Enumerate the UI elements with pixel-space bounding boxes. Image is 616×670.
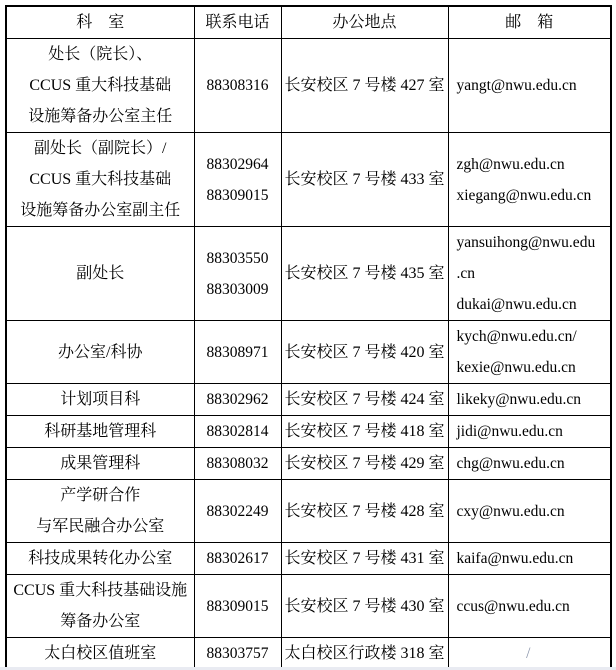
phone-cell-line: 88308032 bbox=[206, 455, 269, 472]
department-cell-line: 计划项目科 bbox=[60, 391, 141, 408]
phone-cell bbox=[194, 543, 281, 575]
department-cell-line: CCUS 重大科技基础 bbox=[29, 171, 172, 188]
phone-cell bbox=[194, 416, 281, 448]
phone-cell-line: 88302962 bbox=[206, 391, 269, 408]
department-cell bbox=[6, 321, 194, 384]
email-cell-line: dukai@nwu.edu.cn bbox=[456, 296, 577, 313]
office-cell-line: 长安校区 7 号楼 427 室 bbox=[284, 77, 445, 94]
contacts-table bbox=[5, 5, 612, 670]
table-row bbox=[6, 384, 611, 416]
office-cell bbox=[281, 448, 448, 480]
phone-cell-line: 88308971 bbox=[206, 343, 269, 361]
office-cell bbox=[281, 133, 448, 227]
department-cell-line: 科技成果转化办公室 bbox=[28, 550, 173, 567]
department-cell-line: 设施筹备办公室副主任 bbox=[20, 202, 181, 219]
email-cell bbox=[448, 384, 611, 416]
email-cell-line: kexie@nwu.edu.cn bbox=[456, 359, 576, 376]
phone-cell-line: 88302814 bbox=[206, 423, 269, 440]
department-cell-line: 与军民融合办公室 bbox=[36, 518, 165, 535]
phone-cell-line: 88309015 bbox=[206, 186, 269, 204]
header-row bbox=[6, 6, 611, 39]
email-cell-line: jidi@nwu.edu.cn bbox=[456, 423, 563, 440]
department-cell bbox=[6, 39, 194, 133]
office-cell bbox=[281, 543, 448, 575]
email-cell-line: zgh@nwu.edu.cn bbox=[456, 155, 565, 173]
department-cell-line: 筹备办公室 bbox=[60, 613, 141, 630]
department-cell bbox=[6, 638, 194, 670]
col-header-department bbox=[6, 6, 194, 39]
email-cell-line: chg@nwu.edu.cn bbox=[456, 455, 565, 472]
office-cell bbox=[281, 384, 448, 416]
email-cell-line: kaifa@nwu.edu.cn bbox=[456, 550, 574, 567]
department-cell bbox=[6, 133, 194, 227]
department-cell-line: 成果管理科 bbox=[60, 455, 141, 472]
email-cell bbox=[448, 321, 611, 384]
email-cell bbox=[448, 39, 611, 133]
email-cell bbox=[448, 480, 611, 543]
table-row bbox=[6, 575, 611, 638]
department-cell bbox=[6, 416, 194, 448]
department-cell-line: CCUS 重大科技基础设施 bbox=[13, 582, 188, 599]
department-cell-line: 副处长（副院长）/ bbox=[34, 140, 167, 157]
col-header-email-label: 邮 箱 bbox=[505, 14, 554, 31]
department-cell bbox=[6, 543, 194, 575]
office-cell-line: 长安校区 7 号楼 433 室 bbox=[284, 171, 445, 188]
col-header-office bbox=[281, 6, 448, 39]
office-cell bbox=[281, 321, 448, 384]
phone-cell-line: 88308316 bbox=[206, 77, 269, 94]
office-cell-line: 长安校区 7 号楼 430 室 bbox=[284, 597, 445, 615]
office-cell bbox=[281, 39, 448, 133]
department-cell-line: 办公室/科协 bbox=[58, 343, 143, 361]
office-cell-line: 长安校区 7 号楼 435 室 bbox=[284, 265, 445, 282]
email-cell-line: cxy@nwu.edu.cn bbox=[456, 502, 565, 520]
department-cell-line: 太白校区值班室 bbox=[44, 645, 157, 662]
phone-cell-line: 88302964 bbox=[206, 155, 269, 173]
table-row bbox=[6, 638, 611, 670]
email-cell-line: yansuihong@nwu.edu bbox=[456, 234, 596, 251]
email-cell bbox=[448, 416, 611, 448]
email-cell-line: xiegang@nwu.edu.cn bbox=[456, 186, 592, 204]
office-cell bbox=[281, 227, 448, 321]
department-cell bbox=[6, 575, 194, 638]
email-cell-line: likeky@nwu.edu.cn bbox=[456, 391, 581, 408]
email-cell-line: ccus@nwu.edu.cn bbox=[456, 597, 570, 615]
col-header-phone-label: 联系电话 bbox=[205, 14, 270, 31]
phone-cell bbox=[194, 321, 281, 384]
office-cell-line: 长安校区 7 号楼 420 室 bbox=[284, 343, 445, 361]
office-cell-line: 长安校区 7 号楼 428 室 bbox=[284, 502, 445, 520]
table-header bbox=[6, 6, 611, 39]
phone-cell-line: 88302617 bbox=[206, 550, 269, 567]
phone-cell-line: 88303757 bbox=[206, 645, 269, 662]
phone-cell bbox=[194, 448, 281, 480]
email-cell bbox=[448, 575, 611, 638]
phone-cell-line: 88303009 bbox=[206, 280, 269, 298]
phone-cell-line: 88302249 bbox=[206, 502, 269, 520]
table-row bbox=[6, 133, 611, 227]
phone-cell bbox=[194, 480, 281, 543]
office-cell-line: 长安校区 7 号楼 418 室 bbox=[284, 423, 445, 440]
department-cell-line: CCUS 重大科技基础 bbox=[29, 77, 172, 94]
department-cell bbox=[6, 480, 194, 543]
table-row bbox=[6, 321, 611, 384]
table-row bbox=[6, 416, 611, 448]
email-cell bbox=[448, 133, 611, 227]
email-cell-line: kych@nwu.edu.cn/ bbox=[456, 328, 577, 345]
phone-cell bbox=[194, 227, 281, 321]
office-cell-line: 长安校区 7 号楼 424 室 bbox=[284, 391, 445, 408]
col-header-department-label: 科 室 bbox=[76, 14, 125, 31]
table-row bbox=[6, 227, 611, 321]
phone-cell-line: 88303550 bbox=[206, 249, 269, 267]
department-cell-line: 副处长 bbox=[76, 265, 125, 282]
department-cell bbox=[6, 384, 194, 416]
table-body bbox=[6, 39, 611, 670]
phone-cell-line: 88309015 bbox=[206, 597, 269, 615]
col-header-office-label: 办公地点 bbox=[332, 14, 397, 31]
email-cell bbox=[448, 638, 611, 670]
phone-cell bbox=[194, 133, 281, 227]
table-row bbox=[6, 39, 611, 133]
office-cell-line: 长安校区 7 号楼 431 室 bbox=[284, 550, 445, 567]
email-cell-line: yangt@nwu.edu.cn bbox=[456, 77, 577, 94]
table-row bbox=[6, 480, 611, 543]
department-cell-line: 产学研合作 bbox=[60, 487, 141, 504]
table-row bbox=[6, 543, 611, 575]
department-cell bbox=[6, 448, 194, 480]
department-cell-line: 科研基地管理科 bbox=[44, 423, 157, 440]
department-cell-line: 设施筹备办公室主任 bbox=[28, 108, 173, 125]
col-header-phone bbox=[194, 6, 281, 39]
email-cell-line: / bbox=[526, 645, 531, 662]
office-cell bbox=[281, 416, 448, 448]
office-cell bbox=[281, 575, 448, 638]
office-cell bbox=[281, 638, 448, 670]
phone-cell bbox=[194, 638, 281, 670]
email-cell bbox=[448, 543, 611, 575]
col-header-email bbox=[448, 6, 611, 39]
office-cell bbox=[281, 480, 448, 543]
email-cell bbox=[448, 448, 611, 480]
phone-cell bbox=[194, 39, 281, 133]
email-cell bbox=[448, 227, 611, 321]
office-cell-line: 太白校区行政楼 318 室 bbox=[284, 645, 445, 662]
department-cell-line: 处长（院长）、 bbox=[48, 46, 153, 63]
email-cell-line: .cn bbox=[456, 265, 476, 282]
phone-cell bbox=[194, 575, 281, 638]
department-cell bbox=[6, 227, 194, 321]
phone-cell bbox=[194, 384, 281, 416]
office-cell-line: 长安校区 7 号楼 429 室 bbox=[284, 455, 445, 472]
table-row bbox=[6, 448, 611, 480]
